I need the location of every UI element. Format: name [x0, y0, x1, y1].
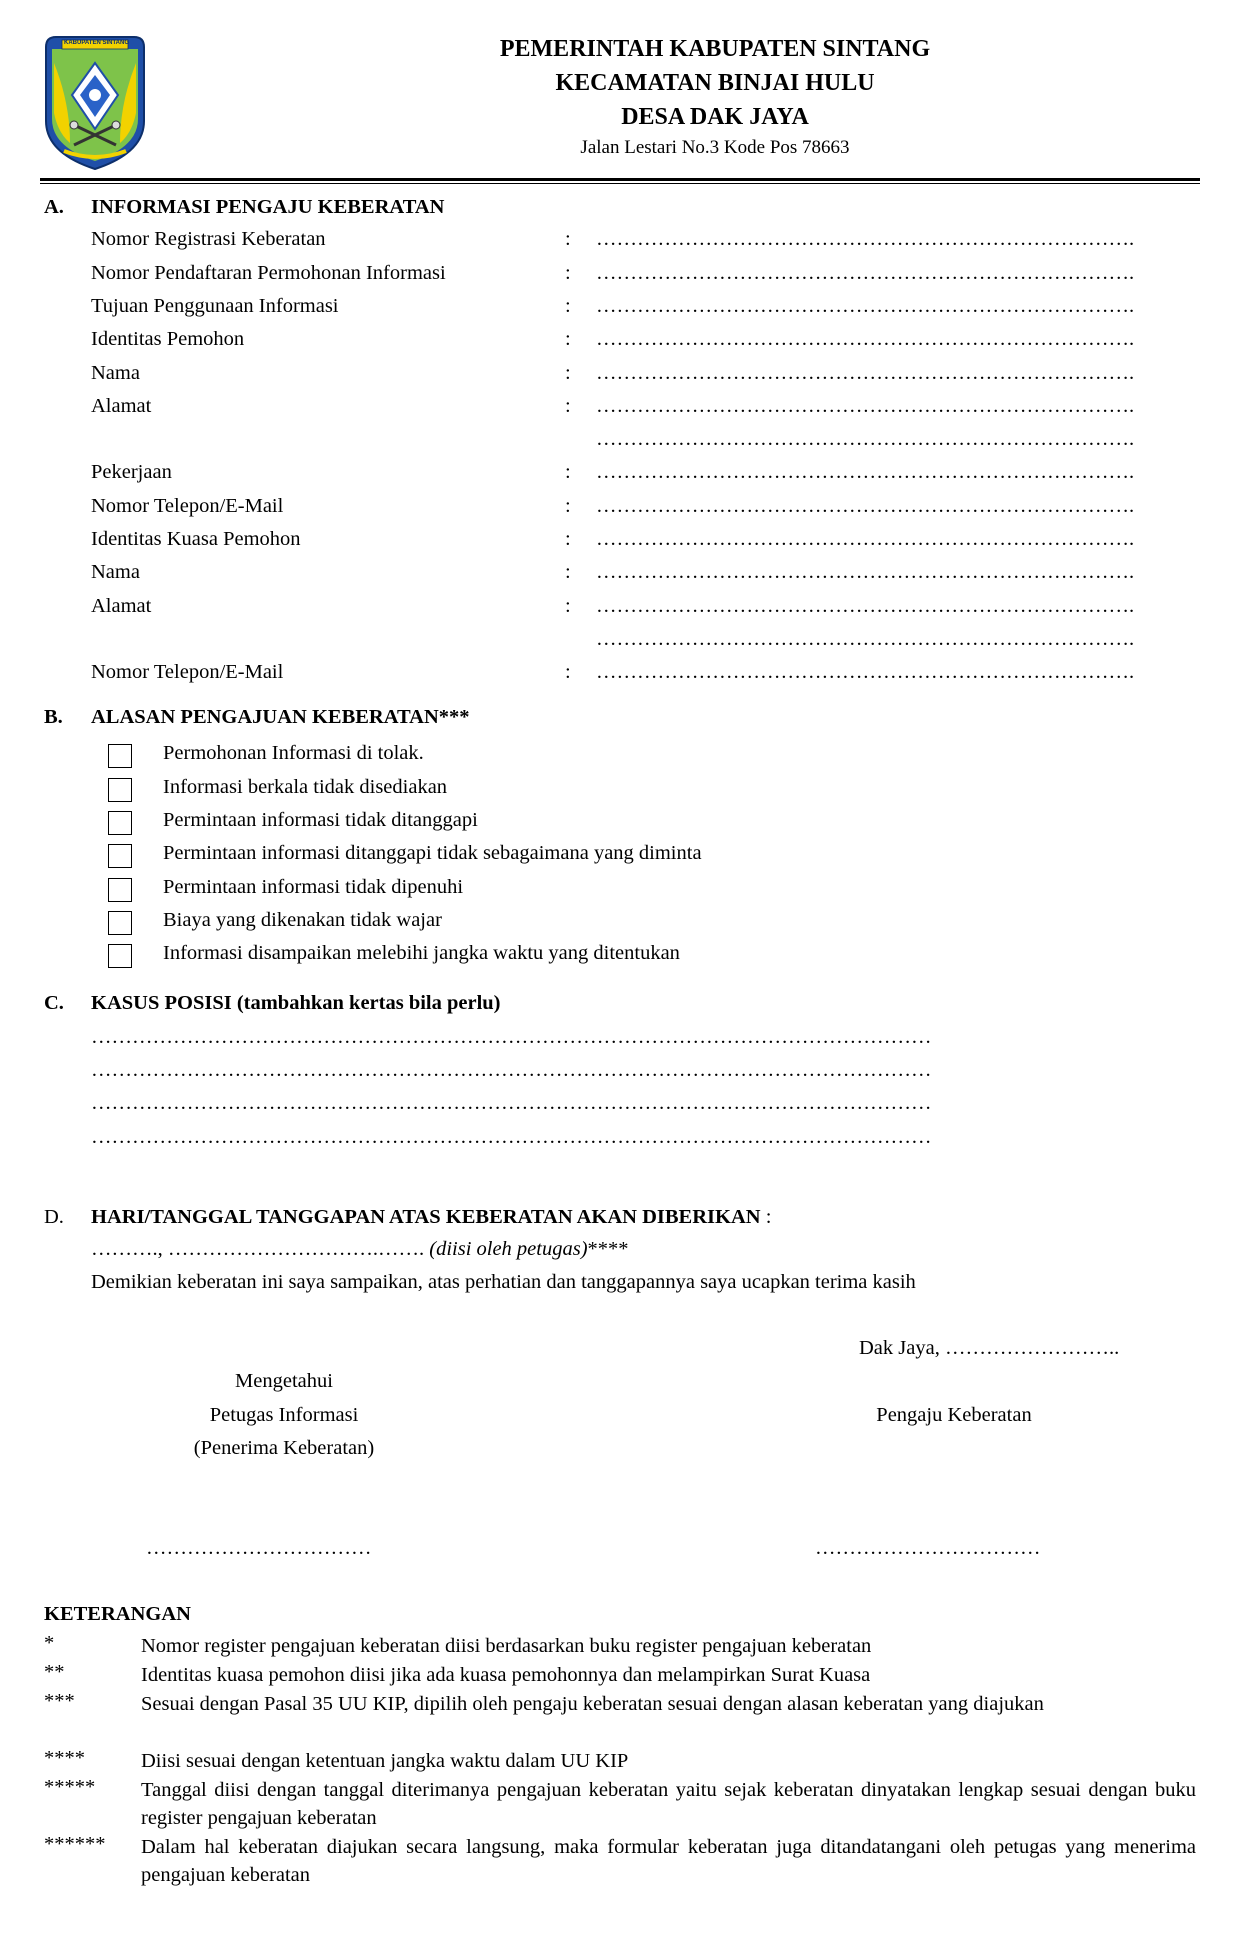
field-row	[0, 628, 1240, 658]
field-colon: :	[565, 561, 571, 583]
note-text: Identitas kuasa pemohon diisi jika ada kuasa pemohonnya dan melampirkan Surat Kuasa	[141, 1664, 871, 1686]
field-blank[interactable]: …………………………………………………………………….	[596, 628, 1135, 650]
section-b-marker: B.	[44, 706, 63, 728]
reason-option-label: Biaya yang dikenakan tidak wajar	[163, 909, 442, 931]
kabupaten-sintang-emblem	[40, 33, 150, 173]
field-row	[0, 661, 1240, 691]
place-and-date[interactable]: Dak Jaya, ……………………..	[859, 1337, 1120, 1359]
field-label: Alamat	[91, 395, 152, 417]
section-d-title-colon: :	[760, 1206, 772, 1228]
response-date-stars: ****	[587, 1238, 629, 1260]
field-label: Identitas Kuasa Pemohon	[91, 528, 301, 550]
reason-checkbox[interactable]	[108, 844, 132, 868]
field-colon: :	[565, 661, 571, 683]
reason-checkbox[interactable]	[108, 744, 132, 768]
field-label: Nomor Telepon/E-Mail	[91, 495, 284, 517]
field-blank[interactable]: …………………………………………………………………….	[596, 661, 1135, 683]
field-colon: :	[565, 595, 571, 617]
section-c-title: KASUS POSISI (tambahkan kertas bila perlu)	[91, 992, 501, 1014]
field-label: Identitas Pemohon	[91, 328, 245, 350]
reason-option-label: Permintaan informasi tidak dipenuhi	[163, 876, 464, 898]
field-label: Nama	[91, 561, 140, 583]
closing-statement: Demikian keberatan ini saya sampaikan, atas perhatian dan tanggapannya saya ucapkan terima kasih	[91, 1271, 916, 1293]
field-row	[0, 561, 1240, 591]
note-text: Nomor register pengajuan keberatan diisi berdasarkan buku register pengajuan keberatan	[141, 1635, 872, 1657]
field-blank[interactable]: …………………………………………………………………….	[596, 495, 1135, 517]
field-colon: :	[565, 495, 571, 517]
field-blank[interactable]: …………………………………………………………………….	[596, 561, 1135, 583]
field-colon: :	[565, 328, 571, 350]
reason-checkbox[interactable]	[108, 778, 132, 802]
field-colon: :	[565, 228, 571, 250]
case-line-2[interactable]: ……………………………………………………………………………………………………………	[91, 1059, 932, 1081]
field-colon: :	[565, 461, 571, 483]
field-row	[0, 495, 1240, 525]
case-line-4[interactable]: ……………………………………………………………………………………………………………	[91, 1126, 932, 1148]
sign-left-blank[interactable]: ……………………………	[146, 1537, 372, 1559]
field-row	[0, 395, 1240, 425]
field-row	[0, 362, 1240, 392]
reason-option-label: Permohonan Informasi di tolak.	[163, 742, 424, 764]
note-mark: ***	[44, 1690, 75, 1712]
section-c-marker: C.	[44, 992, 64, 1014]
response-date-row	[91, 1238, 629, 1261]
note-text: Sesuai dengan Pasal 35 UU KIP, dipilih oleh pengaju keberatan sesuai dengan alasan keberatan yang diajukan	[141, 1693, 1044, 1715]
field-colon: :	[565, 395, 571, 417]
case-line-1[interactable]: ……………………………………………………………………………………………………………	[91, 1026, 932, 1048]
note-mark: *	[44, 1632, 55, 1654]
field-label: Pekerjaan	[91, 461, 172, 483]
reason-option-label: Permintaan informasi tidak ditanggapi	[163, 809, 478, 831]
field-colon: :	[565, 262, 571, 284]
field-blank[interactable]: …………………………………………………………………….	[596, 362, 1135, 384]
notes-title: KETERANGAN	[44, 1603, 191, 1625]
reason-checkbox[interactable]	[108, 878, 132, 902]
note-text: Dalam hal keberatan diajukan secara langsung, maka formular keberatan juga ditandatangani oleh petugas yang menerima pengajuan keberatan	[141, 1836, 1196, 1886]
response-date-note: (diisi oleh petugas)	[429, 1238, 588, 1260]
reason-option-label: Informasi disampaikan melebihi jangka waktu yang ditentukan	[163, 942, 680, 964]
logo-banner-text: KABUPATEN SINTANG	[64, 40, 129, 46]
response-date-blank[interactable]: ………., ………………………….…….	[91, 1238, 430, 1260]
note-mark: *****	[44, 1776, 96, 1798]
field-row	[0, 461, 1240, 491]
reason-option-label: Permintaan informasi ditanggapi tidak sebagaimana yang diminta	[163, 842, 702, 864]
note-text: Diisi sesuai dengan ketentuan jangka waktu dalam UU KIP	[141, 1750, 629, 1772]
field-row	[0, 528, 1240, 558]
field-blank[interactable]: …………………………………………………………………….	[596, 395, 1135, 417]
reason-checkbox[interactable]	[108, 811, 132, 835]
field-blank[interactable]: …………………………………………………………………….	[596, 461, 1135, 483]
field-label: Tujuan Penggunaan Informasi	[91, 295, 339, 317]
field-row	[0, 595, 1240, 625]
sign-right-line1: Pengaju Keberatan	[876, 1404, 1032, 1426]
header-address: Jalan Lestari No.3 Kode Pos 78663	[580, 137, 850, 158]
field-label: Nomor Telepon/E-Mail	[91, 661, 284, 683]
section-d-marker: D.	[44, 1206, 64, 1228]
reason-checkbox[interactable]	[108, 944, 132, 968]
case-line-3[interactable]: ……………………………………………………………………………………………………………	[91, 1092, 932, 1114]
sign-right-blank[interactable]: ……………………………	[815, 1537, 1041, 1559]
field-blank[interactable]: …………………………………………………………………….	[596, 262, 1135, 284]
note-mark: ****	[44, 1747, 85, 1769]
header-district: KECAMATAN BINJAI HULU	[555, 70, 875, 96]
field-blank[interactable]: …………………………………………………………………….	[596, 428, 1135, 450]
field-blank[interactable]: …………………………………………………………………….	[596, 228, 1135, 250]
field-blank[interactable]: …………………………………………………………………….	[596, 528, 1135, 550]
field-label: Nomor Pendaftaran Permohonan Informasi	[91, 262, 446, 284]
field-row	[0, 228, 1240, 258]
section-a-title: INFORMASI PENGAJU KEBERATAN	[91, 196, 445, 218]
reason-checkbox[interactable]	[108, 911, 132, 935]
field-row	[0, 295, 1240, 325]
header-rule-thick	[40, 178, 1200, 181]
sign-left-line2: Petugas Informasi	[209, 1404, 359, 1426]
field-label: Alamat	[91, 595, 152, 617]
note-mark: ******	[44, 1833, 106, 1855]
field-label: Nama	[91, 362, 140, 384]
section-d-title: HARI/TANGGAL TANGGAPAN ATAS KEBERATAN AKAN DIBERIKAN	[91, 1206, 761, 1228]
header-village: DESA DAK JAYA	[621, 104, 809, 130]
note-text: Tanggal diisi dengan tanggal diterimanya pengajuan keberatan yaitu sejak keberatan dinyatakan lengkap sesuai dengan buku register pengajuan keberatan	[141, 1779, 1196, 1829]
field-blank[interactable]: …………………………………………………………………….	[596, 295, 1135, 317]
section-a-marker: A.	[44, 196, 64, 218]
field-label: Nomor Registrasi Keberatan	[91, 228, 326, 250]
section-b-title: ALASAN PENGAJUAN KEBERATAN***	[91, 706, 470, 728]
field-row	[0, 262, 1240, 292]
field-blank[interactable]: …………………………………………………………………….	[596, 595, 1135, 617]
header-government: PEMERINTAH KABUPATEN SINTANG	[499, 36, 931, 62]
field-row	[0, 328, 1240, 358]
field-colon: :	[565, 528, 571, 550]
header-rule-thin	[40, 183, 1200, 184]
section-d-title-row	[91, 1206, 771, 1229]
field-colon: :	[565, 362, 571, 384]
reason-option-label: Informasi berkala tidak disediakan	[163, 776, 448, 798]
note-mark: **	[44, 1661, 65, 1683]
field-colon: :	[565, 295, 571, 317]
sign-left-line1: Mengetahui	[235, 1370, 333, 1392]
field-blank[interactable]: …………………………………………………………………….	[596, 328, 1135, 350]
field-row	[0, 428, 1240, 458]
sign-left-line3: (Penerima Keberatan)	[193, 1437, 375, 1459]
